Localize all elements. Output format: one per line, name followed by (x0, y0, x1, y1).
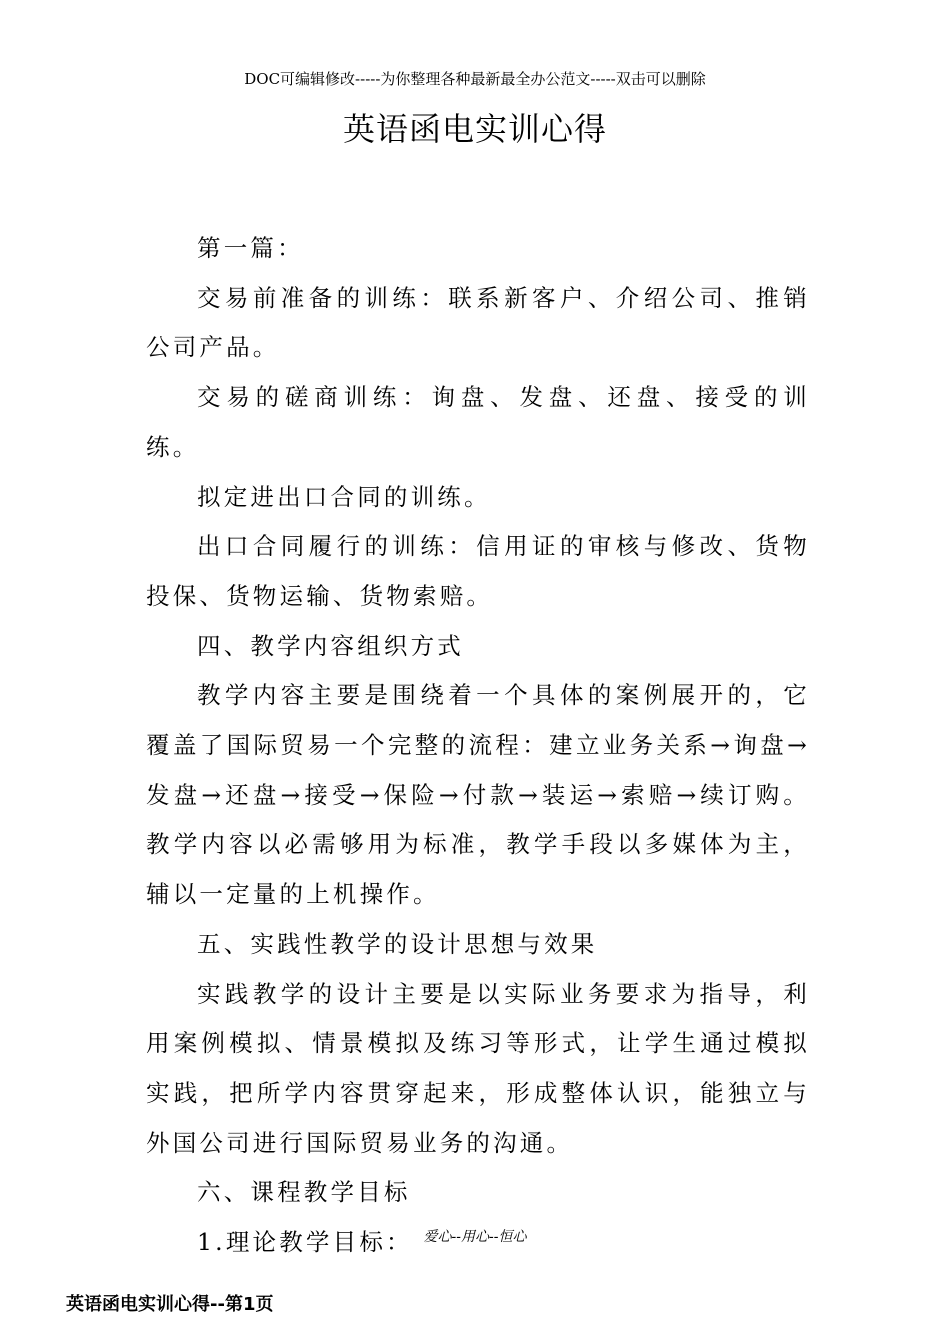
heading-course-objectives: 六、课程教学目标 (197, 1178, 411, 1207)
document-title: 英语函电实训心得 (342, 110, 607, 148)
document-body (146, 224, 810, 1268)
paragraph-pre-trade-training: 交易前准备的训练：联系新客户、介绍公司、推销公司产品。 (146, 283, 810, 362)
heading-practical-design: 五、实践性教学的设计思想与效果 (197, 929, 598, 958)
paragraph-contract-drafting: 拟定进出口合同的训练。 (197, 482, 491, 511)
paragraph-negotiation-training: 交易的磋商训练：询盘、发盘、还盘、接受的训练。 (146, 383, 810, 461)
heading-teaching-organization: 四、教学内容组织方式 (197, 631, 464, 660)
heading-theory-objectives: 1.理论教学目标： (197, 1228, 413, 1257)
paragraph-practical-design: 实践教学的设计主要是以实际业务要求为指导，利用案例模拟、情景模拟及练习等形式，让学生通过模拟实践，把所学内容贯穿起来，形成整体认识，能独立与外国公司进行国际贸易业务的沟通。 (146, 979, 810, 1157)
page-number-label: 英语函电实训心得--第1页 (66, 1294, 274, 1315)
paragraph-teaching-content: 教学内容主要是围绕着一个具体的案例展开的，它覆盖了国际贸易一个完整的流程：建立业务关系→询盘→发盘→还盘→接受→保险→付款→装运→索赔→续订购。教学内容以必需够用为标准，教学手段以多媒体为主，辅以一定量的上机操作。 (146, 681, 810, 909)
paragraph-contract-performance: 出口合同履行的训练：信用证的审核与修改、货物投保、货物运输、货物索赔。 (146, 532, 810, 610)
paragraph-section-label: 第一篇： (197, 234, 304, 262)
header-note: DOC可编辑修改-----为你整理各种最新最全办公范文-----双击可以删除 (244, 70, 706, 88)
footer-motto: 爱心--用心--恒心 (423, 1229, 527, 1245)
